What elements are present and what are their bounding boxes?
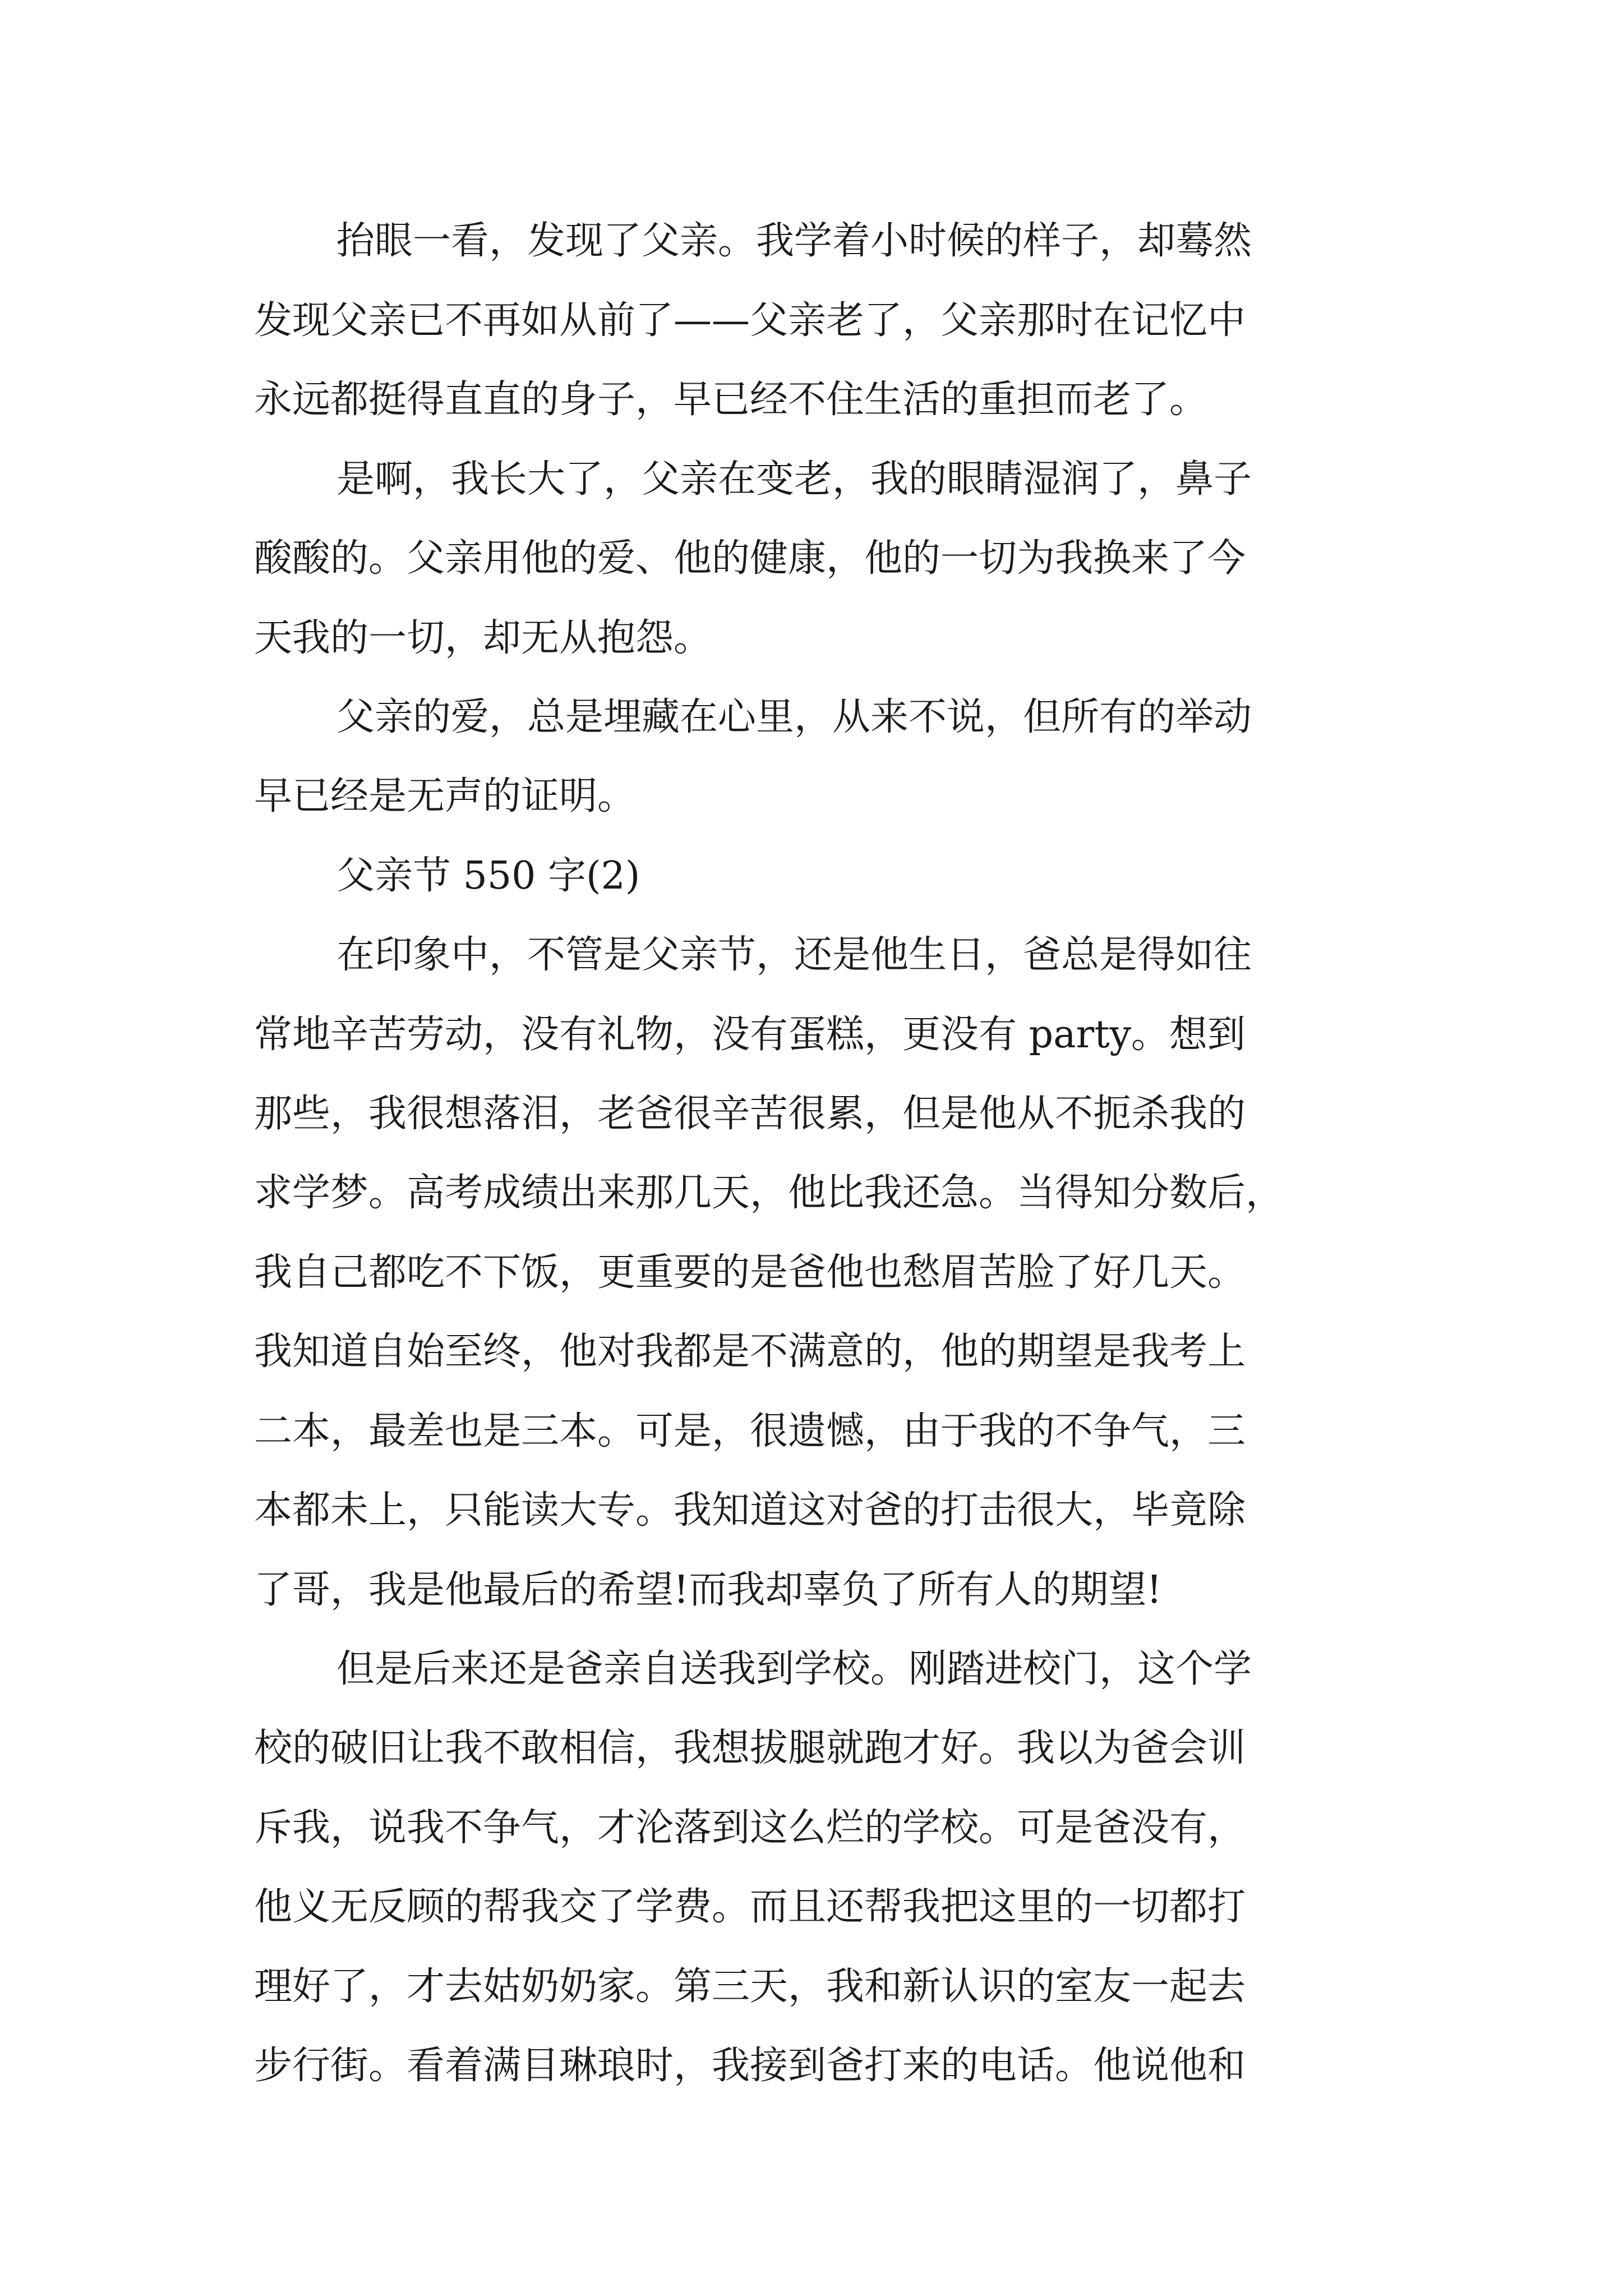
text-line: 步行街。看着满目琳琅时，我接到爸打来的电话。他说他和 — [254, 2044, 1246, 2088]
text-line: 是啊，我长大了，父亲在变老，我的眼睛湿润了，鼻子 — [336, 457, 1252, 501]
text-line: 他义无反顾的帮我交了学费。而且还帮我把这里的一切都打 — [254, 1885, 1246, 1929]
text-line: 我知道自始至终，他对我都是不满意的，他的期望是我考上 — [254, 1329, 1246, 1374]
text-line: 本都未上，只能读大专。我知道这对爸的打击很大，毕竟除 — [254, 1488, 1246, 1533]
text-line: 求学梦。高考成绩出来那几天，他比我还急。当得知分数后， — [254, 1171, 1284, 1215]
text-line: 斥我，说我不争气，才沦落到这么烂的学校。可是爸没有， — [254, 1806, 1246, 1850]
text-line: 校的破旧让我不敢相信，我想拔腿就跑才好。我以为爸会训 — [254, 1726, 1246, 1770]
text-line: 父亲的爱，总是埋藏在心里，从来不说，但所有的举动 — [336, 695, 1252, 739]
text-line: 了哥，我是他最后的希望!而我却辜负了所有人的期望! — [254, 1568, 1162, 1612]
text-line: 但是后来还是爸亲自送我到学校。刚踏进校门，这个学 — [336, 1647, 1252, 1691]
text-line: 发现父亲已不再如从前了——父亲老了，父亲那时在记忆中 — [254, 298, 1246, 343]
text-line: 酸酸的。父亲用他的爱、他的健康，他的一切为我换来了今 — [254, 536, 1246, 581]
text-line: 抬眼一看，发现了父亲。我学着小时候的样子，却蓦然 — [336, 219, 1252, 263]
text-line: 天我的一切，却无从抱怨。 — [254, 616, 712, 660]
text-line: 永远都挺得直直的身子，早已经不住生活的重担而老了。 — [254, 378, 1208, 422]
section-heading: 父亲节 550 字(2) — [336, 854, 640, 898]
text-line: 二本，最差也是三本。可是，很遗憾，由于我的不争气，三 — [254, 1409, 1246, 1453]
text-line: 在印象中，不管是父亲节，还是他生日，爸总是得如往 — [336, 933, 1252, 977]
text-line: 那些，我很想落泪，老爸很辛苦很累，但是他从不扼杀我的 — [254, 1092, 1246, 1136]
text-line: 常地辛苦劳动，没有礼物，没有蛋糕，更没有 party。想到 — [254, 1013, 1246, 1057]
text-line: 理好了，才去姑奶奶家。第三天，我和新认识的室友一起去 — [254, 1964, 1246, 2009]
text-line: 早已经是无声的证明。 — [254, 774, 636, 818]
text-line: 我自己都吃不下饭，更重要的是爸他也愁眉苦脸了好几天。 — [254, 1250, 1246, 1295]
